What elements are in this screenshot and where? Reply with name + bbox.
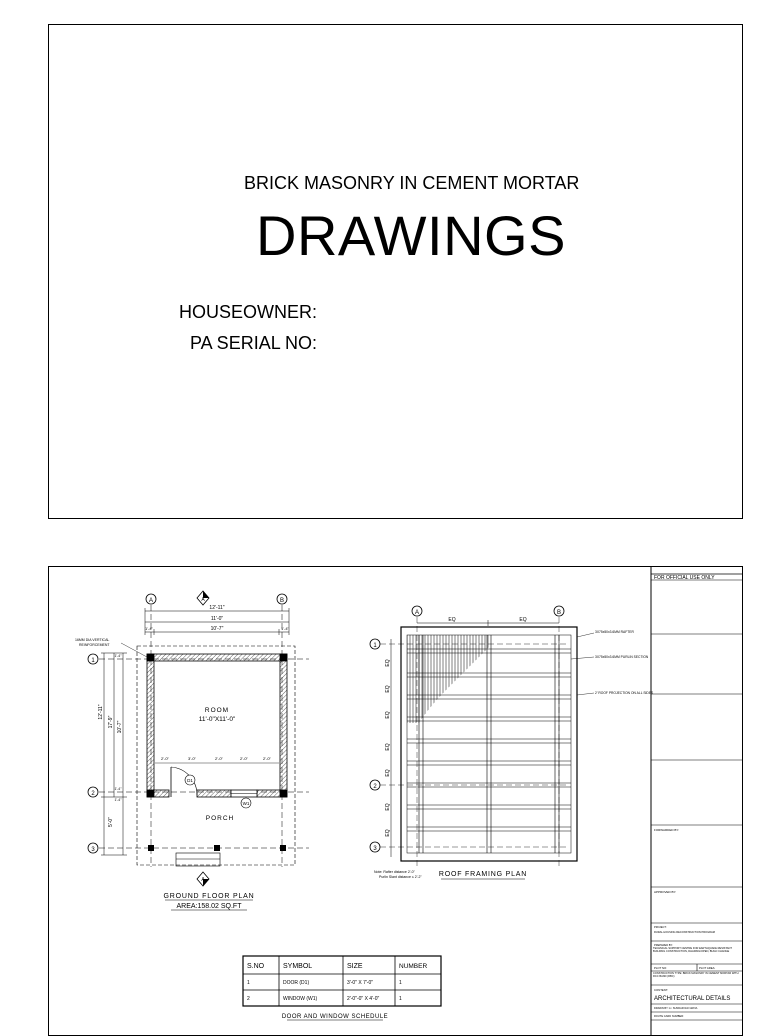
- gfp-dim-top-small-1: 1'-4": [145, 626, 153, 631]
- svg-text:EQ: EQ: [385, 659, 391, 667]
- door-window-schedule: [243, 956, 441, 1020]
- gfp-dim-left-small-2: 1'-4": [114, 787, 122, 791]
- gfp-section-marker-top: [197, 591, 209, 605]
- ground-floor-plan: [75, 591, 309, 910]
- gfp-room-label: ROOM: [204, 707, 230, 714]
- svg-text:WINDOW (W1): WINDOW (W1): [283, 996, 318, 1002]
- roof-grid-a: A: [414, 610, 420, 616]
- schedule-title: DOOR AND WINDOW SCHEDULE: [281, 1014, 389, 1020]
- svg-text:EQ: EQ: [385, 829, 391, 837]
- gfp-area: AREA:158.02 SQ.FT: [176, 903, 242, 910]
- tb-construction-type: CONSTRUCTION TYPE: BRICK MASONRY IN CEMENT MORTAR WITH RCC BAND (RBC): [653, 972, 739, 978]
- tb-official: FOR OFFICIAL USE ONLY: [654, 575, 715, 581]
- roof-eq-top-2: EQ: [519, 617, 527, 623]
- svg-text:1: 1: [247, 980, 250, 986]
- gfp-window-tag: W1: [242, 801, 250, 806]
- gfp-marker-label: A: [201, 597, 205, 603]
- schedule-row: [247, 996, 402, 1002]
- gfp-dim-left-small-3: 1'-4": [114, 798, 122, 802]
- title-block: [651, 567, 743, 1036]
- svg-text:3'-0" X 7'-0": 3'-0" X 7'-0": [347, 980, 374, 986]
- tb-project: RURAL HOUSING RECONSTRUCTION PROGRAM: [654, 931, 715, 934]
- gfp-dim-left-1: 12'-11": [98, 704, 104, 720]
- gfp-dim-left-4: 5'-0": [108, 817, 114, 827]
- tb-drawn-by: DRAWN BY: LI. SUNDAR RAI GRIVA: [654, 1007, 698, 1010]
- tb-content-label: CONTENT:: [654, 988, 668, 992]
- roof-eq-top-1: EQ: [448, 617, 456, 623]
- tb-plot-area: PLOT AREA:: [699, 966, 716, 970]
- gfp-reinforcement-note-2: REINFORCEMENT: [79, 643, 110, 647]
- tb-route-card: ROUTE CARD NUMBER:: [654, 1015, 684, 1018]
- schedule-header-symbol: SYMBOL: [283, 963, 313, 970]
- gfp-dim-top-3: 10'-7": [210, 626, 224, 632]
- drawing-canvas: [49, 567, 743, 1036]
- tb-prepared-wrap: [653, 947, 743, 965]
- gfp-room-size: 11'-0"X11'-0": [198, 716, 236, 723]
- schedule-header-sno: S.NO: [247, 963, 265, 970]
- gfp-dim-left-small-1: 1'-4": [114, 654, 122, 658]
- tb-prepared-label: PREPARED BY:: [654, 944, 673, 947]
- gfp-grid-top: [146, 594, 287, 867]
- gfp-grid-3: 3: [91, 847, 95, 853]
- gfp-grid-1: 1: [91, 658, 95, 664]
- gfp-door: [171, 767, 197, 797]
- gfp-dim-left-2: 17'-9": [108, 715, 114, 729]
- gfp-dim-top-small-2: 1'-4": [281, 626, 289, 631]
- roof-grid-2: 2: [373, 784, 377, 790]
- cover-sheet: [48, 24, 743, 519]
- roof-title: ROOF FRAMING PLAN: [438, 871, 528, 878]
- schedule-row: [247, 980, 402, 986]
- roof-framing-plan: [370, 606, 654, 879]
- gfp-marker-label-bottom: A: [201, 877, 205, 883]
- gfp-steps: [176, 853, 220, 866]
- roof-spacing-note-1: Note: Rafter distance 2'-0": [374, 870, 415, 874]
- gfp-grid-2: 2: [91, 791, 95, 797]
- svg-text:1: 1: [399, 980, 402, 986]
- roof-grid-3: 3: [373, 846, 377, 852]
- roof-note-projection: 2' ROOF PROJECTION ON ALL SIDES: [595, 691, 654, 695]
- schedule-header-size: SIZE: [347, 963, 363, 970]
- tb-forwarded: FORWARDED BY:: [654, 828, 680, 832]
- houseowner-label: HOUSEOWNER:: [179, 302, 318, 322]
- gfp-dimensions-left: [101, 653, 127, 855]
- tb-project-label: PROJECT:: [654, 926, 667, 929]
- cover-title: DRAWINGS: [256, 204, 566, 267]
- gfp-section-marker-bottom: [197, 872, 209, 886]
- cover-subtitle: BRICK MASONRY IN CEMENT MORTAR: [244, 173, 580, 193]
- pa-serial-label: PA SERIAL NO:: [190, 333, 318, 353]
- gfp-wall-dim-4: 2'-0": [240, 756, 248, 761]
- gfp-dim-top-2: 11'-0": [210, 616, 224, 622]
- svg-text:EQ: EQ: [385, 711, 391, 719]
- schedule-header-number: NUMBER: [399, 963, 428, 970]
- roof-notes: [571, 630, 654, 695]
- svg-text:2: 2: [247, 996, 250, 1002]
- svg-text:EQ: EQ: [385, 743, 391, 751]
- drawing-sheet: [48, 566, 743, 1036]
- svg-text:EQ: EQ: [385, 803, 391, 811]
- tb-construction-wrap: [653, 972, 743, 984]
- roof-grid-1: 1: [373, 643, 377, 649]
- gfp-porch-label: PORCH: [205, 815, 235, 822]
- svg-text:EQ: EQ: [385, 685, 391, 693]
- svg-text:DOOR (D1): DOOR (D1): [283, 980, 310, 986]
- gfp-wall-dim-2: 3'-0": [188, 756, 196, 761]
- gfp-dim-top-1: 12'-11": [209, 605, 225, 611]
- gfp-grid-b: B: [279, 598, 285, 604]
- roof-spacing-note-2: Purlin Slant distance ≤ 2'-2": [379, 875, 422, 879]
- gfp-reinforcement-note-1: 16MM DIA VERTICAL: [75, 638, 110, 642]
- gfp-title: GROUND FLOOR PLAN: [163, 893, 255, 900]
- roof-eq-left: [385, 659, 391, 836]
- gfp-wall-dim-1: 2'-0": [161, 756, 169, 761]
- svg-text:EQ: EQ: [385, 769, 391, 777]
- roof-note-rafter: 3X75x50x3.6MM RAFTER: [595, 630, 634, 634]
- gfp-grid-a: A: [148, 598, 154, 604]
- svg-text:2'-0"-0" X 4'-0": 2'-0"-0" X 4'-0": [347, 996, 380, 1002]
- svg-text:1: 1: [399, 996, 402, 1002]
- gfp-wall-dim-5: 2'-0": [263, 756, 271, 761]
- tb-plot-no: PLOT NO:: [654, 966, 668, 970]
- tb-approved: APPROVED BY:: [654, 890, 677, 894]
- gfp-door-tag: D1: [187, 778, 193, 783]
- gfp-grid-left: [88, 654, 309, 853]
- roof-note-purlin: 3X75x50x3.6MM PURLIN SECTION: [595, 655, 649, 659]
- gfp-dim-left-3: 10'-7": [117, 720, 123, 734]
- tb-prepared: TECHNICAL SUPPORT CENTRE FOR EARTHQUAKE RESISTANT BUILDING CONSTRUCTION, DHADING/OPEN, BUILD CHANGE: [653, 947, 732, 953]
- tb-content: ARCHITECTURAL DETAILS: [654, 996, 731, 1002]
- roof-grid-b: B: [556, 610, 562, 616]
- gfp-wall-dim-3: 2'-0": [215, 756, 223, 761]
